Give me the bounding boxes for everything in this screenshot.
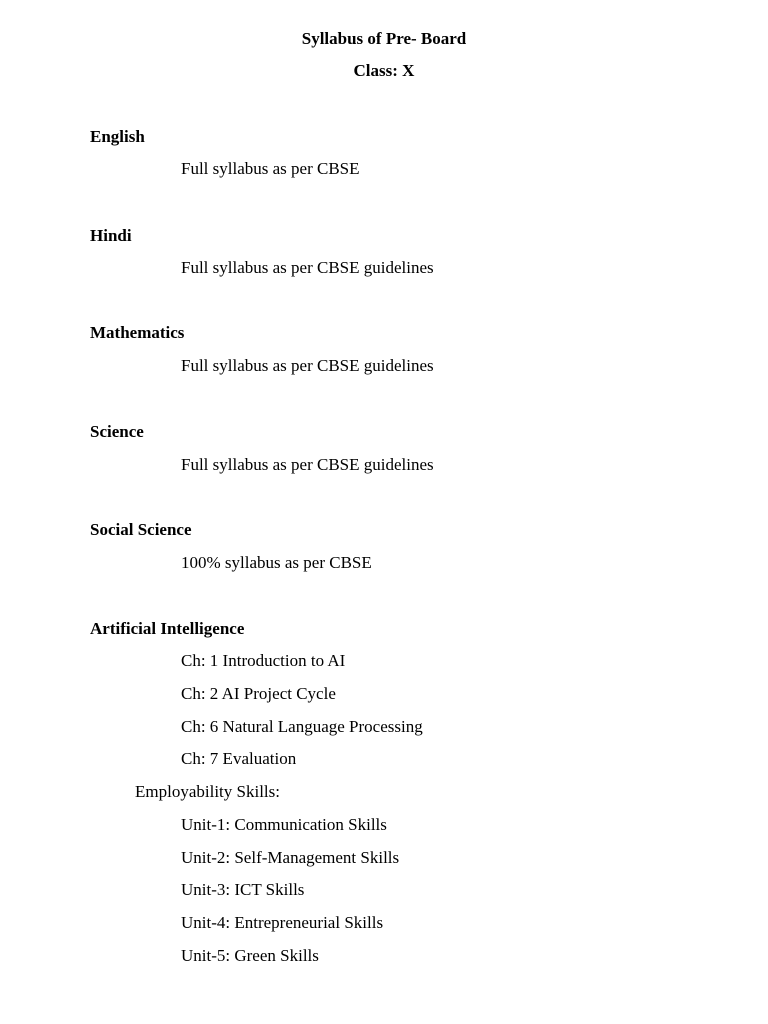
subject-heading-artificial-intelligence: Artificial Intelligence xyxy=(90,619,245,638)
chapter-line: Ch: 1 Introduction to AI xyxy=(181,651,346,670)
class-label: Class: X xyxy=(353,61,415,80)
chapter-line: Ch: 6 Natural Language Processing xyxy=(181,717,423,736)
employability-skills-heading: Employability Skills: xyxy=(135,782,280,801)
unit-line: Unit-1: Communication Skills xyxy=(181,815,387,834)
subject-heading-mathematics: Mathematics xyxy=(90,323,185,342)
unit-line: Unit-2: Self-Management Skills xyxy=(181,848,400,867)
unit-line: Unit-3: ICT Skills xyxy=(181,880,305,899)
unit-line: Unit-4: Entrepreneurial Skills xyxy=(181,913,384,932)
subject-heading-english: English xyxy=(90,127,145,146)
chapter-line: Ch: 2 AI Project Cycle xyxy=(181,684,336,703)
syllabus-line: Full syllabus as per CBSE guidelines xyxy=(181,455,434,474)
subject-heading-science: Science xyxy=(90,422,144,441)
unit-line: Unit-5: Green Skills xyxy=(181,946,319,965)
syllabus-line: Full syllabus as per CBSE xyxy=(181,159,360,178)
syllabus-line: 100% syllabus as per CBSE xyxy=(181,553,372,572)
syllabus-line: Full syllabus as per CBSE guidelines xyxy=(181,356,434,375)
subject-heading-hindi: Hindi xyxy=(90,226,132,245)
subject-heading-social-science: Social Science xyxy=(90,520,192,539)
page-title: Syllabus of Pre- Board xyxy=(301,29,467,48)
chapter-line: Ch: 7 Evaluation xyxy=(181,749,297,768)
syllabus-line: Full syllabus as per CBSE guidelines xyxy=(181,258,434,277)
